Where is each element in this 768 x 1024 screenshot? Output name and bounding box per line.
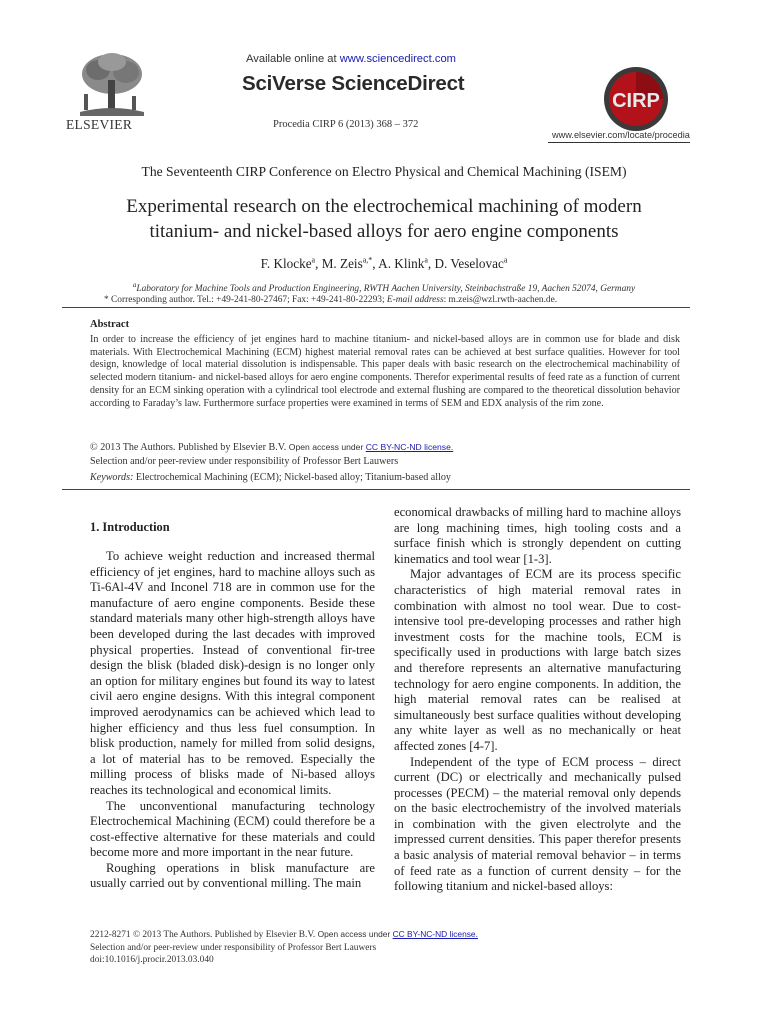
sciverse-brand: SciVerse ScienceDirect [242, 72, 465, 95]
sciencedirect-link[interactable]: www.sciencedirect.com [339, 53, 456, 65]
available-online-line [246, 53, 456, 65]
cirp-logo [603, 66, 669, 132]
peer-review-line: Selection and/or peer-review under responsibility of Professor Bert Lauwers [90, 456, 399, 467]
elsevier-tree-logo [70, 50, 152, 116]
title-line-1: Experimental research on the electrochemical machining of modern [126, 196, 642, 217]
author-2: M. Zeis$^{a,*}$, [321, 256, 379, 272]
available-online-text: Available online at [246, 53, 340, 65]
section-heading: 1. Introduction [90, 520, 170, 534]
corresponding-author: * Corresponding author. Tel.: +49-241-80-27467; Fax: +49-241-80-22293; E-mail address: m.zeis@wzl.rwth-aachen.de. [104, 295, 558, 305]
paper-title [40, 194, 728, 244]
right-column [394, 505, 681, 895]
left-column [90, 549, 375, 892]
top-rule [62, 307, 690, 308]
author-1: F. Klocke$^a$, [260, 256, 322, 272]
left-paragraph-1: To achieve weight reduction and increased thermal efficiency of jet engines, hard to machine alloys such as Ti-6Al-4V and Inconel 718 are in common use for the manufacture of aero engine components. Beside these standard materials many other high-strength alloys have been developed during the last decades with improved physical properties. Instead of conventional fir-tree design the blisk (bladed disk)-design is no longer only an option for military engines but found its way to latest civil aero engine designs. With this integral component improved aerodynamics can be achieved which lead to higher efficiency and thus less fuel consumption. In blisk production, namely for milled from solid designs, a lot of material has to be removed. Especially the milling process of blisks made of Ni-based alloys reaches its technological and economical limits. [90, 549, 375, 797]
affiliation: $^a$Laboratory for Machine Tools and Production Engineering, RWTH Aachen University, Steinbachstraße 19, Aachen 52074, Germany [132, 281, 636, 295]
copyright-line: © 2013 The Authors. Published by Elsevier B.V. Open access under CC BY-NC-ND license. [90, 442, 454, 453]
publisher-name: ELSEVIER [66, 117, 133, 132]
journal-reference: Procedia CIRP 6 (2013) 368 – 372 [273, 119, 419, 130]
license-link[interactable]: CC BY-NC-ND license. [365, 442, 454, 452]
cirp-logo-text: CIRP [612, 90, 660, 112]
elsevier-locate-link[interactable]: www.elsevier.com/locate/procedia [552, 130, 690, 140]
left-paragraph-2: The unconventional manufacturing technology Electrochemical Machining (ECM) could therefore be a cost-effective alternative for these materials and could become more and more important in the near future. [90, 798, 375, 860]
left-paragraph-3: Roughing operations in blisk manufacture are usually carried out by conventional milling. The main [90, 860, 375, 891]
abstract-text: In order to increase the efficiency of jet engines hard to machine titanium- and nickel-based alloys are in common use for blade and disk materials. With Electrochemical Machining (ECM) highest material removal rates can be achieved at best surface qualities. However for tool design, knowledge of local material dissolution is indispensable. This paper deals with basic research on the electrochemical machinability of selected modern titanium- and nickel-based alloys for aero engine components. Therefor experimental results of feed rate as a function of current density for an ECM sinking operation with a cylindrical tool electrode and external flushing are compared to the theoretical dissolution behavior according to Faraday’s law. Furthermore surface properties were examined in terms of SEM and EDX analysis of the rim zone. [90, 334, 680, 409]
footer-peer-review: Selection and/or peer-review under responsibility of Professor Bert Lauwers [90, 942, 377, 953]
mid-rule [62, 489, 690, 490]
footer-doi[interactable]: doi:10.1016/j.procir.2013.03.040 [90, 955, 214, 966]
abstract-heading: Abstract [90, 319, 130, 330]
header-rule-right [548, 142, 690, 143]
author-3: A. Klink$^a$, [378, 256, 435, 272]
right-paragraph-2: Major advantages of ECM are its process specific characteristics of high material removal rates in combination with almost no tool wear. Due to cost-intensive tool pre-developing processes and rather high investment costs for the machine tools, ECM is specifically used in productions with large batch sizes and therefore represents an alternative manufacturing technology for aero engine components. In addition, the high material removal rates can be realised at simultaneously best surface qualities without developing any white layer as well as no mechanically or heat affected zones [4-7]. [394, 567, 681, 753]
title-line-2: titanium- and nickel-based alloys for aero engine components [149, 221, 619, 242]
author-4: D. Veselovac$^a$ [434, 256, 508, 272]
footer-copyright: 2212-8271 © 2013 The Authors. Published by Elsevier B.V. Open access under CC BY-NC-ND license. [90, 929, 478, 940]
footer-license-link[interactable]: CC BY-NC-ND license. [392, 929, 478, 939]
author-list [0, 256, 768, 272]
right-paragraph-3: Independent of the type of ECM process – direct current (DC) or electrically and mechanically pulsed processes (PECM) – the material removal only depends on the basic electrochemistry of the involved materials in combination with the given electrolyte and the impressed current densities. This paper therefor presents a basic analysis of material removal behavior – in terms of feed rate as a function of current density – for the following titanium and nickel-based alloys: [394, 754, 681, 894]
keywords-line: Keywords: Electrochemical Machining (ECM); Nickel-based alloy; Titanium-based alloy [90, 472, 451, 483]
footer [90, 928, 478, 967]
conference-name: The Seventeenth CIRP Conference on Electro Physical and Chemical Machining (ISEM) [141, 164, 627, 179]
right-paragraph-1: economical drawbacks of milling hard to machine alloys are long machining times, high tooling costs and a surface finish which is strongly dependent on cutting kinematics and tool wear [1-3]. [394, 505, 681, 566]
